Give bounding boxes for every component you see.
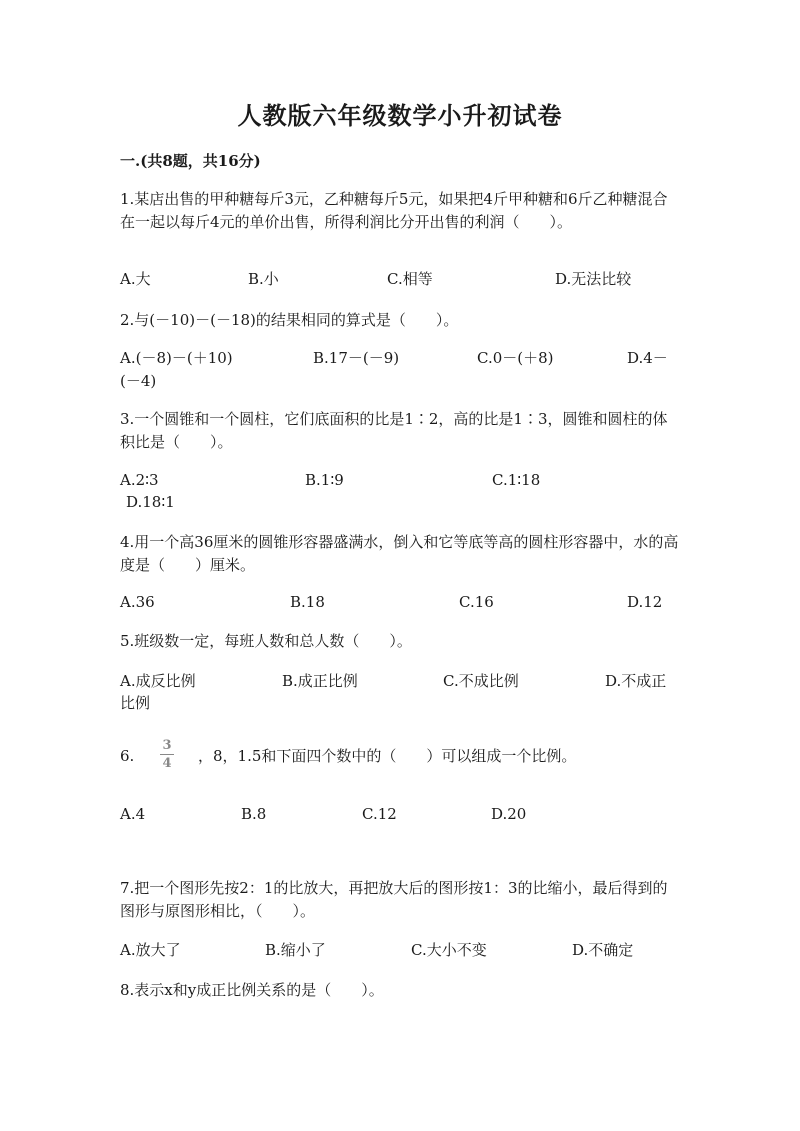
q5-option-d[interactable]: D.不成正 — [605, 672, 667, 690]
q5-option-b[interactable]: B.成正比例 — [282, 672, 358, 690]
question-8: 8.表示x和y成正比例关系的是（ ）。 — [120, 981, 384, 999]
q2-option-c[interactable]: C.0－(＋8) — [477, 349, 554, 367]
fraction-bar — [160, 754, 174, 755]
q3-option-c[interactable]: C.1∶18 — [492, 471, 541, 489]
fraction-numerator: 3 — [162, 738, 172, 753]
q2-option-b[interactable]: B.17－(－9) — [313, 349, 400, 367]
q4-option-a[interactable]: A.36 — [120, 593, 155, 611]
q3-option-a[interactable]: A.2∶3 — [120, 471, 159, 489]
fraction-denominator: 4 — [162, 756, 172, 771]
q1-option-d[interactable]: D.无法比较 — [555, 270, 632, 288]
question-4: 4.用一个高36厘米的圆锥形容器盛满水，倒入和它等底等高的圆柱形容器中，水的高度是（ ）厘米。 — [120, 533, 679, 574]
question-3: 3.一个圆锥和一个圆柱，它们底面积的比是1∶2，高的比是1∶3，圆锥和圆柱的体积比是（ ）。 — [120, 410, 668, 451]
fraction-three-quarters — [160, 738, 174, 771]
q7-option-a[interactable]: A.放大了 — [120, 941, 181, 959]
q4-option-c[interactable]: C.16 — [459, 593, 494, 611]
page-title: 人教版六年级数学小升初试卷 — [237, 101, 563, 130]
q5-option-d-cont: 比例 — [120, 694, 151, 712]
question-5: 5.班级数一定，每班人数和总人数（ ）。 — [120, 632, 412, 650]
q4-option-d[interactable]: D.12 — [627, 593, 663, 611]
q5-option-c[interactable]: C.不成比例 — [443, 672, 519, 690]
q6-option-a[interactable]: A.4 — [120, 805, 146, 823]
q1-option-a[interactable]: A.大 — [120, 270, 151, 288]
q6-option-b[interactable]: B.8 — [241, 805, 267, 823]
q3-option-d[interactable]: D.18∶1 — [126, 493, 175, 511]
q5-option-a[interactable]: A.成反比例 — [120, 672, 196, 690]
q1-option-c[interactable]: C.相等 — [387, 270, 433, 288]
q4-option-b[interactable]: B.18 — [290, 593, 325, 611]
question-1: 1.某店出售的甲种糖每斤3元，乙种糖每斤5元，如果把4斤甲种糖和6斤乙种糖混合在一起以每斤4元的单价出售，所得利润比分开出售的利润（ ）。 — [120, 190, 668, 231]
q2-option-a[interactable]: A.(－8)－(＋10) — [120, 349, 233, 367]
question-6: ，8，1.5和下面四个数中的（ ）可以组成一个比例。 — [198, 747, 577, 765]
section-heading: 一.(共8题，共16分) — [120, 152, 261, 170]
question-2: 2.与(－10)－(－18)的结果相同的算式是（ ）。 — [120, 311, 459, 329]
q7-option-c[interactable]: C.大小不变 — [411, 941, 487, 959]
q2-option-d-cont: (－4) — [120, 372, 157, 390]
q6-option-c[interactable]: C.12 — [362, 805, 397, 823]
q6-option-d[interactable]: D.20 — [491, 805, 527, 823]
q7-option-d[interactable]: D.不确定 — [572, 941, 634, 959]
q2-option-d[interactable]: D.4－ — [627, 349, 668, 367]
question-7: 7.把一个图形先按2：1的比放大，再把放大后的图形按1：3的比缩小，最后得到的图形与原图形相比，（ ）。 — [120, 879, 668, 920]
q3-option-b[interactable]: B.1∶9 — [305, 471, 344, 489]
question-6-number: 6. — [120, 747, 135, 765]
q7-option-b[interactable]: B.缩小了 — [265, 941, 326, 959]
q1-option-b[interactable]: B.小 — [248, 270, 279, 288]
